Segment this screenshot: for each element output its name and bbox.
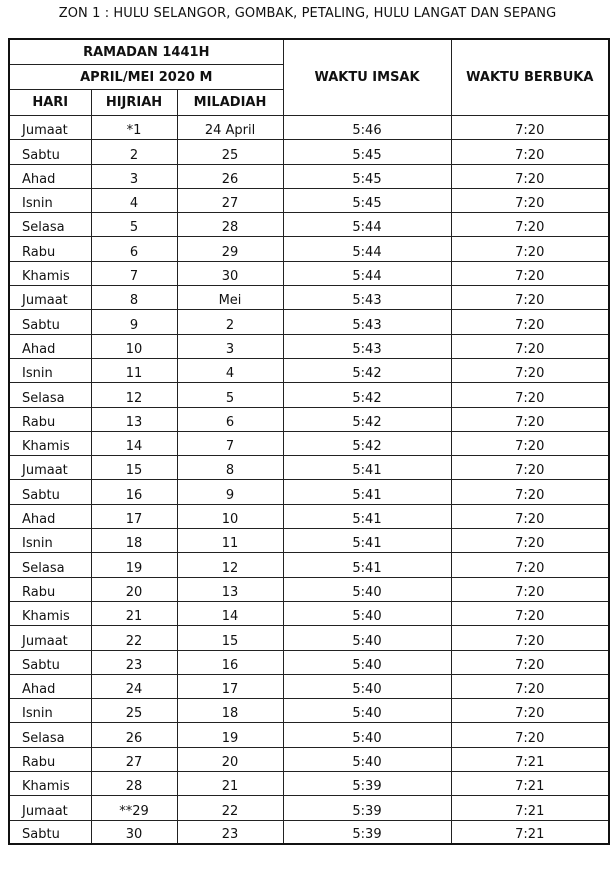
table-row: [9, 164, 609, 188]
miladiah-cell: 3: [177, 334, 283, 358]
table-row: [9, 747, 609, 771]
miladiah-cell: 14: [177, 601, 283, 625]
hijriah-cell: 10: [91, 334, 177, 358]
imsak-time-cell: 5:40: [283, 626, 451, 650]
berbuka-time-cell: 7:20: [451, 504, 609, 528]
berbuka-time-cell: 7:20: [451, 650, 609, 674]
hari-cell: Selasa: [9, 213, 91, 237]
hijriah-cell: 11: [91, 358, 177, 382]
miladiah-cell: 2: [177, 310, 283, 334]
hijriah-cell: **29: [91, 796, 177, 820]
hijriah-cell: 24: [91, 674, 177, 698]
hijriah-cell: 27: [91, 747, 177, 771]
table-row: [9, 723, 609, 747]
miladiah-cell: 10: [177, 504, 283, 528]
miladiah-cell: 19: [177, 723, 283, 747]
miladiah-cell: 13: [177, 577, 283, 601]
berbuka-time-cell: 7:21: [451, 796, 609, 820]
imsak-time-cell: 5:41: [283, 480, 451, 504]
table-row: [9, 772, 609, 796]
hijriah-cell: 17: [91, 504, 177, 528]
hari-cell: Jumaat: [9, 116, 91, 140]
berbuka-time-cell: 7:20: [451, 213, 609, 237]
berbuka-time-cell: 7:20: [451, 674, 609, 698]
hari-cell: Sabtu: [9, 480, 91, 504]
hijriah-cell: *1: [91, 116, 177, 140]
hijriah-cell: 26: [91, 723, 177, 747]
imsak-time-cell: 5:45: [283, 164, 451, 188]
berbuka-time-cell: 7:20: [451, 310, 609, 334]
miladiah-cell: 4: [177, 358, 283, 382]
hijriah-cell: 2: [91, 140, 177, 164]
miladiah-cell: 29: [177, 237, 283, 261]
miladiah-cell: 25: [177, 140, 283, 164]
table-row: [9, 504, 609, 528]
table-row: [9, 431, 609, 455]
table-row: [9, 188, 609, 212]
hijriah-cell: 6: [91, 237, 177, 261]
berbuka-time-cell: 7:20: [451, 553, 609, 577]
hari-cell: Khamis: [9, 261, 91, 285]
miladiah-cell: 18: [177, 699, 283, 723]
miladiah-cell: 8: [177, 456, 283, 480]
table-row: [9, 334, 609, 358]
hari-cell: Selasa: [9, 723, 91, 747]
miladiah-cell: 16: [177, 650, 283, 674]
berbuka-time-cell: 7:20: [451, 383, 609, 407]
page-title: ZON 1 : HULU SELANGOR, GOMBAK, PETALING, HULU LANGAT DAN SEPANG: [58, 6, 557, 21]
hijriah-cell: 3: [91, 164, 177, 188]
miladiah-cell: 11: [177, 529, 283, 553]
hijriah-cell: 23: [91, 650, 177, 674]
berbuka-time-cell: 7:20: [451, 164, 609, 188]
miladiah-cell: 28: [177, 213, 283, 237]
hijriah-cell: 5: [91, 213, 177, 237]
miladiah-cell: 12: [177, 553, 283, 577]
miladiah-cell: 5: [177, 383, 283, 407]
imsak-time-cell: 5:40: [283, 650, 451, 674]
berbuka-time-cell: 7:20: [451, 699, 609, 723]
berbuka-time-cell: 7:20: [451, 286, 609, 310]
hari-cell: Selasa: [9, 553, 91, 577]
miladiah-cell: 20: [177, 747, 283, 771]
berbuka-time-cell: 7:21: [451, 820, 609, 844]
miladiah-cell: 27: [177, 188, 283, 212]
berbuka-time-cell: 7:20: [451, 261, 609, 285]
miladiah-cell: 21: [177, 772, 283, 796]
berbuka-time-cell: 7:20: [451, 188, 609, 212]
imsak-time-cell: 5:40: [283, 577, 451, 601]
hijriah-cell: 25: [91, 699, 177, 723]
hari-cell: Ahad: [9, 674, 91, 698]
hari-cell: Ahad: [9, 164, 91, 188]
miladiah-cell: 7: [177, 431, 283, 455]
hijriah-cell: 9: [91, 310, 177, 334]
table-row: [9, 237, 609, 261]
berbuka-time-cell: 7:20: [451, 626, 609, 650]
imsak-time-cell: 5:39: [283, 772, 451, 796]
hari-cell: Rabu: [9, 747, 91, 771]
imsak-header: WAKTU IMSAK: [283, 39, 451, 116]
imsak-time-cell: 5:40: [283, 674, 451, 698]
imsak-time-cell: 5:40: [283, 723, 451, 747]
imsak-time-cell: 5:44: [283, 261, 451, 285]
miladiah-cell: 22: [177, 796, 283, 820]
miladiah-cell: Mei: [177, 286, 283, 310]
hari-cell: Isnin: [9, 529, 91, 553]
berbuka-time-cell: 7:20: [451, 577, 609, 601]
table-row: [9, 674, 609, 698]
imsak-time-cell: 5:44: [283, 237, 451, 261]
table-row: [9, 407, 609, 431]
hari-header: HARI: [9, 90, 91, 116]
berbuka-time-cell: 7:20: [451, 601, 609, 625]
berbuka-time-cell: 7:20: [451, 723, 609, 747]
imsak-time-cell: 5:43: [283, 334, 451, 358]
hijriah-cell: 14: [91, 431, 177, 455]
table-row: [9, 577, 609, 601]
imsak-time-cell: 5:41: [283, 553, 451, 577]
imsak-time-cell: 5:43: [283, 310, 451, 334]
hari-cell: Sabtu: [9, 650, 91, 674]
berbuka-time-cell: 7:20: [451, 116, 609, 140]
miladiah-cell: 30: [177, 261, 283, 285]
berbuka-time-cell: 7:20: [451, 529, 609, 553]
hijriah-cell: 22: [91, 626, 177, 650]
berbuka-time-cell: 7:21: [451, 772, 609, 796]
table-row: [9, 286, 609, 310]
table-row: [9, 601, 609, 625]
hari-cell: Isnin: [9, 188, 91, 212]
berbuka-time-cell: 7:20: [451, 237, 609, 261]
berbuka-time-cell: 7:20: [451, 358, 609, 382]
table-row: [9, 310, 609, 334]
imsak-time-cell: 5:42: [283, 383, 451, 407]
hari-cell: Ahad: [9, 334, 91, 358]
table-row: [9, 456, 609, 480]
schedule-rows: [9, 116, 609, 845]
imsak-time-cell: 5:41: [283, 456, 451, 480]
miladiah-header: MILADIAH: [177, 90, 283, 116]
table-row: [9, 529, 609, 553]
imsak-time-cell: 5:41: [283, 529, 451, 553]
imsak-time-cell: 5:43: [283, 286, 451, 310]
hijriah-cell: 21: [91, 601, 177, 625]
miladiah-cell: 17: [177, 674, 283, 698]
table-row: [9, 261, 609, 285]
berbuka-time-cell: 7:20: [451, 431, 609, 455]
hari-cell: Selasa: [9, 383, 91, 407]
schedule-table: [8, 38, 610, 845]
berbuka-time-cell: 7:20: [451, 334, 609, 358]
hijriah-cell: 4: [91, 188, 177, 212]
miladiah-cell: 15: [177, 626, 283, 650]
table-row: [9, 480, 609, 504]
table-row: [9, 383, 609, 407]
imsak-time-cell: 5:42: [283, 358, 451, 382]
table-row: [9, 213, 609, 237]
hijriah-cell: 15: [91, 456, 177, 480]
imsak-time-cell: 5:44: [283, 213, 451, 237]
imsak-time-cell: 5:41: [283, 504, 451, 528]
hari-cell: Sabtu: [9, 140, 91, 164]
miladiah-cell: 9: [177, 480, 283, 504]
berbuka-header: WAKTU BERBUKA: [451, 39, 609, 116]
berbuka-time-cell: 7:20: [451, 140, 609, 164]
hari-cell: Khamis: [9, 601, 91, 625]
hari-cell: Rabu: [9, 237, 91, 261]
hari-cell: Isnin: [9, 358, 91, 382]
imsak-time-cell: 5:42: [283, 431, 451, 455]
hijriah-cell: 12: [91, 383, 177, 407]
hijriah-cell: 28: [91, 772, 177, 796]
hari-cell: Khamis: [9, 431, 91, 455]
table-row: [9, 626, 609, 650]
hijriah-cell: 16: [91, 480, 177, 504]
hijriah-cell: 7: [91, 261, 177, 285]
miladiah-cell: 6: [177, 407, 283, 431]
imsak-time-cell: 5:46: [283, 116, 451, 140]
hari-cell: Sabtu: [9, 310, 91, 334]
berbuka-time-cell: 7:20: [451, 480, 609, 504]
hari-cell: Khamis: [9, 772, 91, 796]
hijriah-cell: 30: [91, 820, 177, 844]
imsak-time-cell: 5:45: [283, 188, 451, 212]
hari-cell: Rabu: [9, 407, 91, 431]
imsak-time-cell: 5:40: [283, 699, 451, 723]
table-row: [9, 358, 609, 382]
table-row: [9, 140, 609, 164]
hari-cell: Jumaat: [9, 626, 91, 650]
berbuka-time-cell: 7:20: [451, 407, 609, 431]
berbuka-time-cell: 7:20: [451, 456, 609, 480]
hari-cell: Isnin: [9, 699, 91, 723]
hijriah-cell: 13: [91, 407, 177, 431]
table-row: [9, 116, 609, 140]
table-row: [9, 650, 609, 674]
hari-cell: Jumaat: [9, 796, 91, 820]
imsak-time-cell: 5:39: [283, 796, 451, 820]
miladiah-cell: 23: [177, 820, 283, 844]
hijriah-cell: 18: [91, 529, 177, 553]
imsak-time-cell: 5:45: [283, 140, 451, 164]
hijriah-cell: 19: [91, 553, 177, 577]
table-row: [9, 796, 609, 820]
imsak-time-cell: 5:42: [283, 407, 451, 431]
imsak-time-cell: 5:40: [283, 747, 451, 771]
hari-cell: Jumaat: [9, 286, 91, 310]
month-header: APRIL/MEI 2020 M: [9, 65, 283, 90]
hari-cell: Jumaat: [9, 456, 91, 480]
hijriah-header: HIJRIAH: [91, 90, 177, 116]
table-row: [9, 553, 609, 577]
imsak-time-cell: 5:39: [283, 820, 451, 844]
table-row: [9, 699, 609, 723]
hari-cell: Sabtu: [9, 820, 91, 844]
berbuka-time-cell: 7:21: [451, 747, 609, 771]
hijriah-cell: 8: [91, 286, 177, 310]
hijriah-cell: 20: [91, 577, 177, 601]
ramadan-header: RAMADAN 1441H: [9, 39, 283, 65]
hari-cell: Rabu: [9, 577, 91, 601]
table-row: [9, 820, 609, 844]
miladiah-cell: 26: [177, 164, 283, 188]
imsak-time-cell: 5:40: [283, 601, 451, 625]
hari-cell: Ahad: [9, 504, 91, 528]
miladiah-cell: 24 April: [177, 116, 283, 140]
